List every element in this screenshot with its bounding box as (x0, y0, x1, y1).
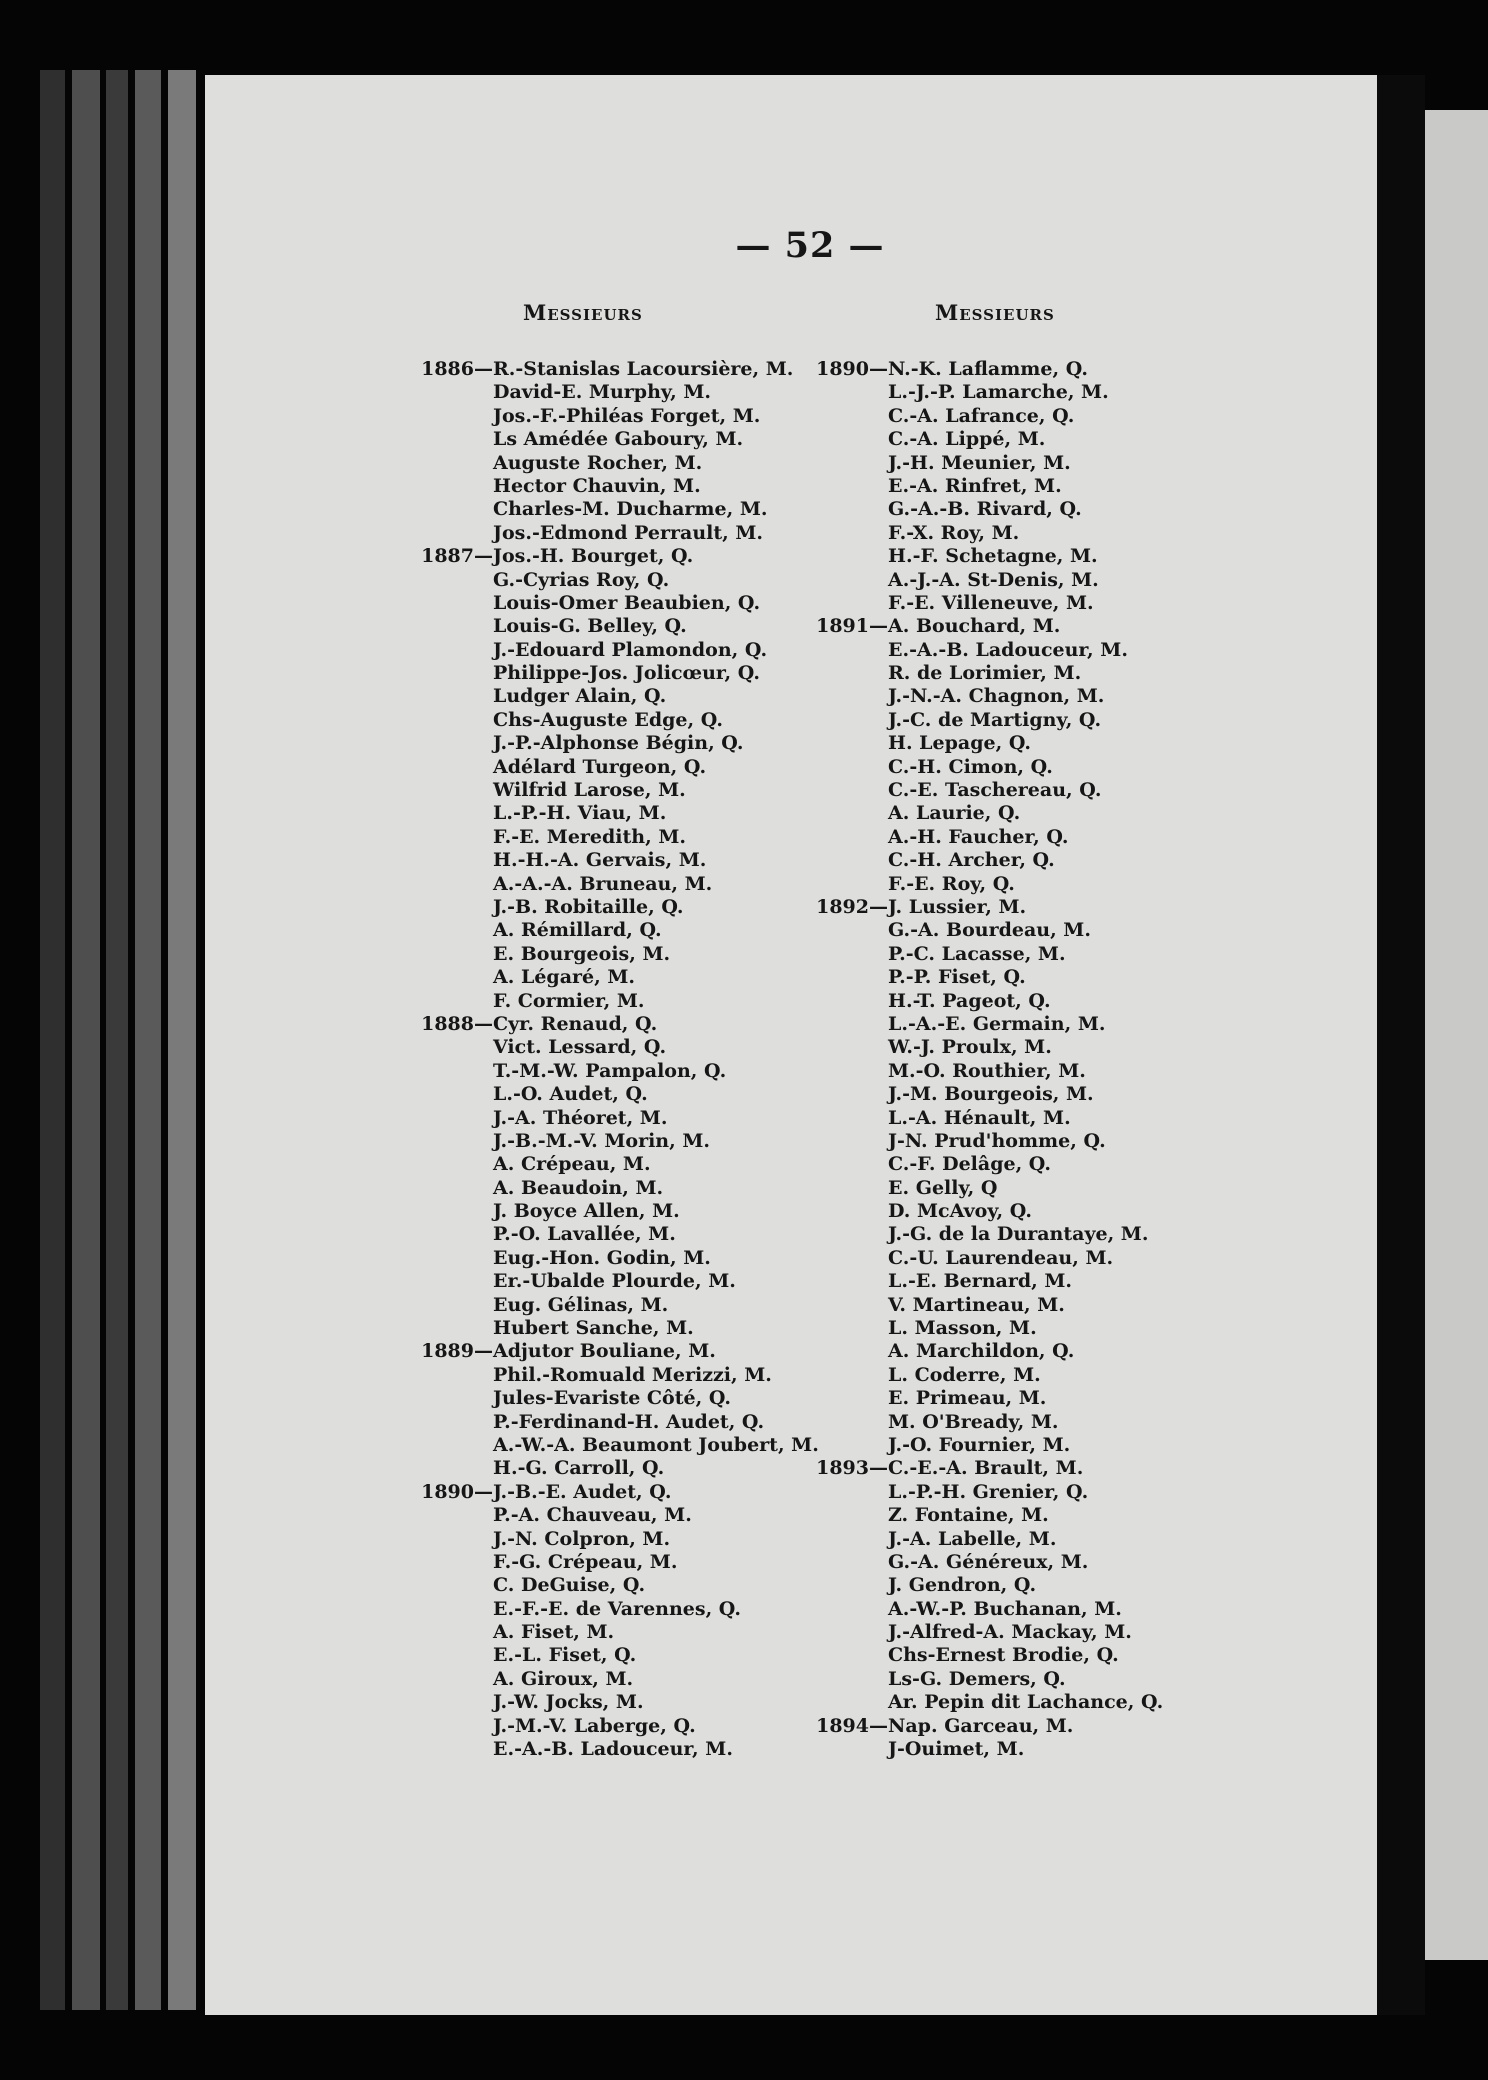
member-name: A. Crépeau, M. (493, 1153, 651, 1176)
list-item (770, 826, 1163, 849)
list-item (770, 569, 1163, 592)
list-item (375, 1644, 819, 1667)
list-item (770, 873, 1163, 896)
member-name: Ls-G. Demers, Q. (888, 1667, 1066, 1690)
member-name: A. Légaré, M. (493, 966, 635, 989)
list-item (375, 1504, 819, 1527)
list-item (375, 873, 819, 896)
member-name: E.-A.-B. Ladouceur, M. (888, 638, 1128, 661)
member-name: Jos.-Edmond Perrault, M. (493, 521, 763, 544)
member-name: Phil.-Romuald Merizzi, M. (493, 1363, 772, 1386)
list-item (770, 1387, 1163, 1410)
list-item (375, 1598, 819, 1621)
member-name: J.-O. Fournier, M. (888, 1433, 1071, 1456)
member-name: E.-F.-E. de Varennes, Q. (493, 1597, 742, 1620)
member-name: J-N. Prud'homme, Q. (888, 1129, 1106, 1152)
list-item (770, 1481, 1163, 1504)
left-column-header: Messieurs (523, 300, 643, 325)
list-item (375, 1060, 819, 1083)
member-name: R.-Stanislas Lacoursière, M. (493, 358, 794, 380)
member-name: A. Fiset, M. (493, 1621, 615, 1644)
member-name: J.-M. Bourgeois, M. (888, 1083, 1094, 1106)
member-name: C.-F. Delâge, Q. (888, 1153, 1052, 1176)
year-label: 1888— (421, 1012, 493, 1035)
member-name: J-Ouimet, M. (888, 1738, 1025, 1761)
member-name: A.-J.-A. St-Denis, M. (888, 568, 1099, 591)
member-name: E. Gelly, Q (888, 1176, 998, 1199)
member-name: C.-H. Cimon, Q. (888, 755, 1053, 778)
list-item (375, 498, 819, 521)
list-item (770, 1434, 1163, 1457)
member-name: L. Coderre, M. (888, 1363, 1041, 1386)
list-item (770, 1107, 1163, 1130)
list-item (375, 1364, 819, 1387)
member-name: Z. Fontaine, M. (888, 1504, 1049, 1527)
list-item (770, 732, 1163, 755)
member-name: M. O'Bready, M. (888, 1410, 1059, 1433)
list-item (375, 709, 819, 732)
member-name: F.-E. Villeneuve, M. (888, 591, 1094, 614)
member-name: W.-J. Proulx, M. (888, 1036, 1052, 1059)
book-gutter (1377, 75, 1425, 2015)
page-number: — 52 — (735, 225, 885, 266)
member-name: F.-X. Roy, M. (888, 521, 1020, 544)
member-name: J.-H. Meunier, M. (888, 451, 1071, 474)
list-item (770, 1691, 1163, 1714)
list-item (770, 358, 1163, 381)
member-name: H.-F. Schetagne, M. (888, 545, 1098, 568)
member-name: Nap. Garceau, M. (888, 1714, 1074, 1737)
member-name: Louis-Omer Beaubien, Q. (493, 591, 761, 614)
member-name: Ludger Alain, Q. (493, 685, 667, 708)
member-name: L.-J.-P. Lamarche, M. (888, 381, 1109, 404)
list-item (770, 1364, 1163, 1387)
member-name: Adélard Turgeon, Q. (493, 755, 707, 778)
member-name: Chs-Auguste Edge, Q. (493, 708, 723, 731)
list-item (375, 732, 819, 755)
book-edge (106, 70, 128, 2010)
list-item (375, 1715, 819, 1738)
member-name: A.-H. Faucher, Q. (888, 825, 1069, 848)
member-name: Cyr. Renaud, Q. (493, 1012, 658, 1035)
list-item (375, 779, 819, 802)
member-name: A. Marchildon, Q. (888, 1340, 1075, 1363)
list-item (375, 358, 819, 381)
member-name: A.-A.-A. Bruneau, M. (493, 872, 713, 895)
member-name: Eug. Gélinas, M. (493, 1293, 669, 1316)
member-name: L.-P.-H. Viau, M. (493, 802, 667, 825)
list-item (375, 685, 819, 708)
list-item (770, 1528, 1163, 1551)
list-item (770, 896, 1163, 919)
list-item (375, 1200, 819, 1223)
list-item (375, 756, 819, 779)
list-item (770, 1668, 1163, 1691)
member-name: L.-A. Hénault, M. (888, 1106, 1071, 1129)
member-name: L.-P.-H. Grenier, Q. (888, 1480, 1089, 1503)
list-item (770, 919, 1163, 942)
list-item (375, 919, 819, 942)
list-item (375, 896, 819, 919)
member-name: L.-A.-E. Germain, M. (888, 1012, 1106, 1035)
list-item (770, 779, 1163, 802)
list-item (770, 639, 1163, 662)
member-name: Louis-G. Belley, Q. (493, 615, 687, 638)
member-name: E. Primeau, M. (888, 1387, 1047, 1410)
member-name: H.-T. Pageot, Q. (888, 989, 1051, 1012)
list-item (375, 1434, 819, 1457)
book-edge (135, 70, 161, 2010)
member-name: M.-O. Routhier, M. (888, 1059, 1086, 1082)
member-name: A. Giroux, M. (493, 1667, 634, 1690)
list-item (770, 522, 1163, 545)
member-name: F.-G. Crépeau, M. (493, 1550, 678, 1573)
member-name: Auguste Rocher, M. (493, 451, 703, 474)
year-label: 1887— (421, 545, 493, 568)
member-name: G.-A. Bourdeau, M. (888, 919, 1091, 942)
list-item (770, 1036, 1163, 1059)
list-item (375, 1481, 819, 1504)
list-item (375, 943, 819, 966)
list-item (770, 1130, 1163, 1153)
member-name: H.-H.-A. Gervais, M. (493, 849, 707, 872)
list-item (375, 569, 819, 592)
member-name: Ar. Pepin dit Lachance, Q. (888, 1691, 1164, 1714)
list-item (770, 405, 1163, 428)
member-name: C.-A. Lippé, M. (888, 428, 1046, 451)
member-name: D. McAvoy, Q. (888, 1200, 1032, 1223)
member-name: J.-G. de la Durantaye, M. (888, 1223, 1149, 1246)
list-item (770, 1060, 1163, 1083)
list-item (770, 1457, 1163, 1480)
list-item (375, 1551, 819, 1574)
list-item (375, 405, 819, 428)
member-name: J.-M.-V. Laberge, Q. (493, 1714, 696, 1737)
list-item (375, 1270, 819, 1293)
list-item (375, 615, 819, 638)
list-item (375, 1294, 819, 1317)
list-item (770, 966, 1163, 989)
member-name: C.-E. Taschereau, Q. (888, 779, 1102, 802)
list-item (770, 1013, 1163, 1036)
year-label: 1891— (816, 615, 888, 638)
member-name: H.-G. Carroll, Q. (493, 1457, 665, 1480)
member-name: J.-B. Robitaille, Q. (493, 895, 684, 918)
list-item (375, 802, 819, 825)
list-item (375, 381, 819, 404)
list-item (770, 1317, 1163, 1340)
member-name: Ls Amédée Gaboury, M. (493, 428, 744, 451)
left-name-column (375, 358, 819, 1761)
member-name: J. Lussier, M. (888, 895, 1027, 918)
list-item (770, 1270, 1163, 1293)
list-item (770, 1200, 1163, 1223)
year-label: 1889— (421, 1340, 493, 1363)
member-name: J.-N. Colpron, M. (493, 1527, 671, 1550)
list-item (770, 428, 1163, 451)
list-item (375, 1668, 819, 1691)
list-item (770, 685, 1163, 708)
member-name: P.-C. Lacasse, M. (888, 942, 1066, 965)
list-item (770, 1411, 1163, 1434)
member-name: J.-B.-M.-V. Morin, M. (493, 1129, 710, 1152)
list-item (375, 1317, 819, 1340)
list-item (770, 1551, 1163, 1574)
year-label: 1892— (816, 895, 888, 918)
member-name: E. Bourgeois, M. (493, 942, 671, 965)
member-name: R. de Lorimier, M. (888, 662, 1082, 685)
list-item (375, 522, 819, 545)
member-name: J.-A. Théoret, M. (493, 1106, 668, 1129)
member-name: J.-Edouard Plamondon, Q. (493, 638, 768, 661)
list-item (770, 1598, 1163, 1621)
list-item (770, 1574, 1163, 1597)
list-item (770, 1715, 1163, 1738)
list-item (375, 1130, 819, 1153)
member-name: Charles-M. Ducharme, M. (493, 498, 768, 521)
book-edge (168, 70, 196, 2010)
member-name: A. Bouchard, M. (888, 615, 1061, 638)
list-item (770, 709, 1163, 732)
member-name: T.-M.-W. Pampalon, Q. (493, 1059, 727, 1082)
list-item (375, 639, 819, 662)
member-name: H. Lepage, Q. (888, 732, 1032, 755)
book-edge (40, 70, 65, 2010)
member-name: P.-P. Fiset, Q. (888, 966, 1026, 989)
member-name: C.-U. Laurendeau, M. (888, 1246, 1114, 1269)
list-item (375, 1574, 819, 1597)
list-item (770, 545, 1163, 568)
list-item (375, 1107, 819, 1130)
member-name: J. Gendron, Q. (888, 1574, 1037, 1597)
member-name: A.-W.-A. Beaumont Joubert, M. (493, 1433, 819, 1456)
list-item (770, 1247, 1163, 1270)
member-name: P.-O. Lavallée, M. (493, 1223, 676, 1246)
list-item (375, 1247, 819, 1270)
list-item (375, 990, 819, 1013)
member-name: C. DeGuise, Q. (493, 1574, 646, 1597)
member-name: N.-K. Laflamme, Q. (888, 358, 1088, 380)
list-item (375, 1528, 819, 1551)
list-item (375, 1738, 819, 1761)
member-name: P.-A. Chauveau, M. (493, 1504, 692, 1527)
member-name: Jos.-F.-Philéas Forget, M. (493, 404, 761, 427)
list-item (375, 1387, 819, 1410)
year-label: 1890— (421, 1480, 493, 1503)
list-item (770, 498, 1163, 521)
list-item (770, 1083, 1163, 1106)
right-name-column (770, 358, 1163, 1761)
member-name: G.-Cyrias Roy, Q. (493, 568, 670, 591)
member-name: J.-W. Jocks, M. (493, 1691, 644, 1714)
member-name: L.-E. Bernard, M. (888, 1270, 1073, 1293)
member-name: E.-L. Fiset, Q. (493, 1644, 637, 1667)
list-item (770, 943, 1163, 966)
member-name: P.-Ferdinand-H. Audet, Q. (493, 1410, 765, 1433)
book-edge (72, 70, 100, 2010)
member-name: Chs-Ernest Brodie, Q. (888, 1644, 1119, 1667)
member-name: G.-A.-B. Rivard, Q. (888, 498, 1082, 521)
list-item (770, 381, 1163, 404)
member-name: L.-O. Audet, Q. (493, 1083, 648, 1106)
list-item (375, 1457, 819, 1480)
list-item (375, 966, 819, 989)
list-item (375, 1621, 819, 1644)
member-name: F. Cormier, M. (493, 989, 645, 1012)
list-item (375, 1691, 819, 1714)
member-name: J.-B.-E. Audet, Q. (493, 1480, 672, 1503)
member-name: G.-A. Généreux, M. (888, 1550, 1089, 1573)
list-item (375, 826, 819, 849)
member-name: J.-Alfred-A. Mackay, M. (888, 1621, 1132, 1644)
member-name: E.-A. Rinfret, M. (888, 474, 1062, 497)
document-page (205, 75, 1377, 2015)
year-label: 1890— (816, 358, 888, 380)
list-item (375, 1177, 819, 1200)
member-name: C.-E.-A. Brault, M. (888, 1457, 1084, 1480)
member-name: C.-H. Archer, Q. (888, 849, 1055, 872)
member-name: F.-E. Roy, Q. (888, 872, 1015, 895)
list-item (770, 1504, 1163, 1527)
member-name: E.-A.-B. Ladouceur, M. (493, 1738, 733, 1761)
list-item (770, 1621, 1163, 1644)
list-item (770, 1177, 1163, 1200)
member-name: A.-W.-P. Buchanan, M. (888, 1597, 1122, 1620)
member-name: J. Boyce Allen, M. (493, 1200, 680, 1223)
member-name: Adjutor Bouliane, M. (493, 1340, 716, 1363)
member-name: V. Martineau, M. (888, 1293, 1065, 1316)
member-name: A. Rémillard, Q. (493, 919, 662, 942)
member-name: David-E. Murphy, M. (493, 381, 711, 404)
list-item (375, 1036, 819, 1059)
member-name: Jos.-H. Bourget, Q. (493, 545, 694, 568)
list-item (770, 802, 1163, 825)
right-column-header: Messieurs (935, 300, 1055, 325)
list-item (770, 1738, 1163, 1761)
member-name: F.-E. Meredith, M. (493, 825, 686, 848)
list-item (375, 849, 819, 872)
list-item (375, 1340, 819, 1363)
list-item (770, 1644, 1163, 1667)
year-label: 1894— (816, 1714, 888, 1737)
member-name: C.-A. Lafrance, Q. (888, 404, 1075, 427)
list-item (375, 1223, 819, 1246)
member-name: L. Masson, M. (888, 1317, 1037, 1340)
list-item (770, 475, 1163, 498)
year-label: 1893— (816, 1457, 888, 1480)
member-name: J.-N.-A. Chagnon, M. (888, 685, 1105, 708)
list-item (770, 662, 1163, 685)
list-item (375, 452, 819, 475)
member-name: Hector Chauvin, M. (493, 474, 701, 497)
list-item (770, 1340, 1163, 1363)
list-item (375, 662, 819, 685)
member-name: A. Laurie, Q. (888, 802, 1021, 825)
list-item (770, 615, 1163, 638)
member-name: Wilfrid Larose, M. (493, 779, 686, 802)
list-item (770, 756, 1163, 779)
member-name: Philippe-Jos. Jolicœur, Q. (493, 662, 760, 685)
member-name: Vict. Lessard, Q. (493, 1036, 667, 1059)
list-item (770, 1223, 1163, 1246)
list-item (770, 1294, 1163, 1317)
list-item (375, 1083, 819, 1106)
member-name: Eug.-Hon. Godin, M. (493, 1246, 711, 1269)
list-item (375, 1013, 819, 1036)
member-name: A. Beaudoin, M. (493, 1176, 664, 1199)
list-item (375, 592, 819, 615)
member-name: Hubert Sanche, M. (493, 1317, 694, 1340)
list-item (770, 1153, 1163, 1176)
member-name: J.-P.-Alphonse Bégin, Q. (493, 732, 744, 755)
list-item (375, 1153, 819, 1176)
list-item (375, 428, 819, 451)
list-item (375, 545, 819, 568)
list-item (375, 475, 819, 498)
year-label: 1886— (421, 358, 493, 380)
member-name: Er.-Ubalde Plourde, M. (493, 1270, 736, 1293)
list-item (770, 592, 1163, 615)
facing-page-edge (1425, 110, 1488, 1960)
member-name: Jules-Evariste Côté, Q. (493, 1387, 732, 1410)
member-name: J.-C. de Martigny, Q. (888, 708, 1102, 731)
list-item (770, 849, 1163, 872)
list-item (375, 1411, 819, 1434)
list-item (770, 452, 1163, 475)
member-name: J.-A. Labelle, M. (888, 1527, 1057, 1550)
list-item (770, 990, 1163, 1013)
